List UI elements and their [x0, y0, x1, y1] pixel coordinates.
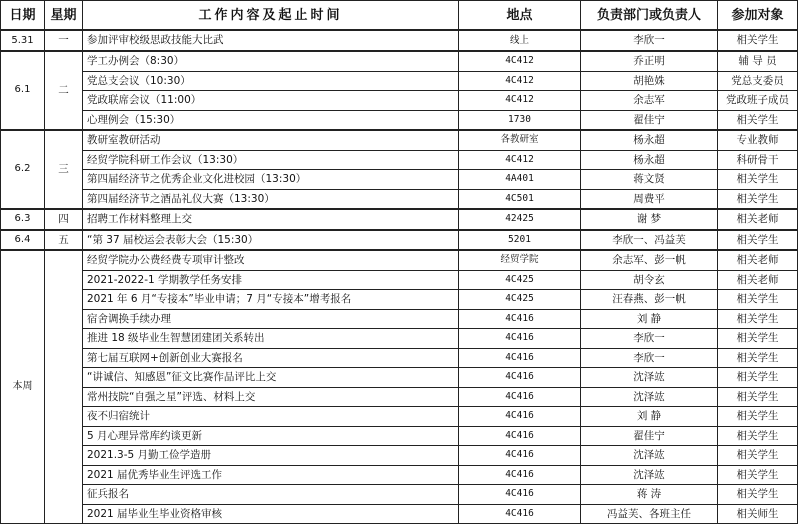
table-row	[1, 329, 798, 349]
table-row	[1, 504, 798, 524]
content-cell: 宿舍调换手续办理	[83, 309, 459, 329]
content-cell: 夜不归宿统计	[83, 407, 459, 427]
location-cell: 4C425	[459, 290, 581, 310]
person-cell: 谢 梦	[581, 209, 718, 230]
date-cell: 5.31	[1, 30, 45, 51]
audience-cell: 相关学生	[718, 485, 798, 505]
location-cell: 4A401	[459, 170, 581, 190]
location-cell: 4C412	[459, 150, 581, 170]
content-cell: 推进 18 级毕业生智慧团建团关系转出	[83, 329, 459, 349]
table-row	[1, 150, 798, 170]
content-cell: 党总支会议（10:30）	[83, 71, 459, 91]
content-cell: 2021 届毕业生毕业资格审核	[83, 504, 459, 524]
location-cell: 4C416	[459, 348, 581, 368]
content-cell: 2021.3-5 月勤工俭学造册	[83, 446, 459, 466]
person-cell: 翟佳宁	[581, 426, 718, 446]
date-cell: 本周	[1, 250, 45, 524]
location-cell: 4C416	[459, 407, 581, 427]
table-row	[1, 348, 798, 368]
header-content: 工作内容及起止时间	[83, 1, 459, 31]
table-row	[1, 30, 798, 51]
person-cell: 沈泽竑	[581, 368, 718, 388]
weekday-cell: 五	[45, 230, 83, 251]
audience-cell: 相关学生	[718, 230, 798, 251]
header-audience: 参加对象	[718, 1, 798, 31]
content-cell: “讲诚信、知感恩”征文比赛作品评比上交	[83, 368, 459, 388]
content-cell: 第四届经济节之优秀企业文化进校园（13:30）	[83, 170, 459, 190]
table-row	[1, 189, 798, 209]
person-cell: 刘 静	[581, 309, 718, 329]
person-cell: 胡令玄	[581, 270, 718, 290]
audience-cell: 党总支委员	[718, 71, 798, 91]
person-cell: 刘 静	[581, 407, 718, 427]
person-cell: 沈泽竑	[581, 465, 718, 485]
content-cell: 教研室教研活动	[83, 130, 459, 150]
table-row	[1, 51, 798, 71]
location-cell: 4C425	[459, 270, 581, 290]
table-row	[1, 309, 798, 329]
audience-cell: 相关学生	[718, 368, 798, 388]
table-row	[1, 387, 798, 407]
audience-cell: 相关老师	[718, 270, 798, 290]
location-cell: 4C416	[459, 465, 581, 485]
audience-cell: 专业教师	[718, 130, 798, 150]
date-cell: 6.2	[1, 130, 45, 209]
audience-cell: 相关学生	[718, 426, 798, 446]
content-cell: 经贸学院科研工作会议（13:30）	[83, 150, 459, 170]
person-cell: 蒋文贤	[581, 170, 718, 190]
person-cell: 李欣一	[581, 30, 718, 51]
weekday-cell: 二	[45, 51, 83, 130]
audience-cell: 相关学生	[718, 387, 798, 407]
content-cell: 常州技院“自强之星”评选、材料上交	[83, 387, 459, 407]
weekday-cell: 一	[45, 30, 83, 51]
schedule-body	[1, 30, 798, 524]
table-row	[1, 368, 798, 388]
audience-cell: 相关老师	[718, 209, 798, 230]
person-cell: 冯益芙、各班主任	[581, 504, 718, 524]
location-cell: 4C412	[459, 51, 581, 71]
person-cell: 翟佳宁	[581, 110, 718, 130]
content-cell: 参加评审校级思政技能大比武	[83, 30, 459, 51]
person-cell: 乔正明	[581, 51, 718, 71]
weekday-cell: 四	[45, 209, 83, 230]
table-row	[1, 290, 798, 310]
table-row	[1, 209, 798, 230]
content-cell: 5 月心理异常库约谈更新	[83, 426, 459, 446]
audience-cell: 相关学生	[718, 348, 798, 368]
header-row	[1, 1, 798, 31]
location-cell: 1730	[459, 110, 581, 130]
person-cell: 蒋 涛	[581, 485, 718, 505]
table-row	[1, 250, 798, 270]
location-cell: 4C416	[459, 309, 581, 329]
audience-cell: 相关学生	[718, 170, 798, 190]
date-cell: 6.4	[1, 230, 45, 251]
audience-cell: 党政班子成员	[718, 91, 798, 111]
location-cell: 经贸学院	[459, 250, 581, 270]
person-cell: 余志军	[581, 91, 718, 111]
content-cell: “第 37 届校运会表彰大会（15:30）	[83, 230, 459, 251]
person-cell: 周费平	[581, 189, 718, 209]
location-cell: 各教研室	[459, 130, 581, 150]
date-cell: 6.1	[1, 51, 45, 130]
content-cell: 招聘工作材料整理上交	[83, 209, 459, 230]
location-cell: 4C416	[459, 426, 581, 446]
table-row	[1, 71, 798, 91]
location-cell: 4C412	[459, 71, 581, 91]
location-cell: 线上	[459, 30, 581, 51]
weekday-cell: 三	[45, 130, 83, 209]
table-row	[1, 446, 798, 466]
header-person: 负责部门或负责人	[581, 1, 718, 31]
person-cell: 汪春燕、彭一帆	[581, 290, 718, 310]
weekday-cell	[45, 250, 83, 524]
date-cell: 6.3	[1, 209, 45, 230]
header-weekday: 星期	[45, 1, 83, 31]
table-row	[1, 407, 798, 427]
audience-cell: 相关学生	[718, 189, 798, 209]
audience-cell: 辅 导 员	[718, 51, 798, 71]
person-cell: 沈泽竑	[581, 446, 718, 466]
location-cell: 42425	[459, 209, 581, 230]
content-cell: 2021 年 6 月“专接本”毕业申请；7 月“专接本”增考报名	[83, 290, 459, 310]
audience-cell: 相关学生	[718, 465, 798, 485]
table-row	[1, 130, 798, 150]
audience-cell: 相关老师	[718, 250, 798, 270]
person-cell: 沈泽竑	[581, 387, 718, 407]
audience-cell: 相关学生	[718, 110, 798, 130]
content-cell: 党政联席会议（11:00）	[83, 91, 459, 111]
person-cell: 李欣一	[581, 348, 718, 368]
audience-cell: 相关学生	[718, 290, 798, 310]
table-row	[1, 110, 798, 130]
audience-cell: 相关学生	[718, 446, 798, 466]
person-cell: 胡艳姝	[581, 71, 718, 91]
location-cell: 4C416	[459, 485, 581, 505]
content-cell: 心理例会（15:30）	[83, 110, 459, 130]
table-row	[1, 230, 798, 251]
content-cell: 2021 届优秀毕业生评选工作	[83, 465, 459, 485]
content-cell: 征兵报名	[83, 485, 459, 505]
audience-cell: 相关学生	[718, 309, 798, 329]
location-cell: 5201	[459, 230, 581, 251]
content-cell: 2021-2022-1 学期教学任务安排	[83, 270, 459, 290]
table-row	[1, 465, 798, 485]
table-row	[1, 170, 798, 190]
audience-cell: 科研骨干	[718, 150, 798, 170]
audience-cell: 相关师生	[718, 504, 798, 524]
location-cell: 4C416	[459, 504, 581, 524]
person-cell: 李欣一	[581, 329, 718, 349]
content-cell: 第四届经济节之酒品礼仪大赛（13:30）	[83, 189, 459, 209]
audience-cell: 相关学生	[718, 407, 798, 427]
audience-cell: 相关学生	[718, 329, 798, 349]
header-date: 日期	[1, 1, 45, 31]
location-cell: 4C501	[459, 189, 581, 209]
audience-cell: 相关学生	[718, 30, 798, 51]
content-cell: 第七届互联网+创新创业大赛报名	[83, 348, 459, 368]
table-row	[1, 270, 798, 290]
header-location: 地点	[459, 1, 581, 31]
table-row	[1, 91, 798, 111]
location-cell: 4C416	[459, 329, 581, 349]
location-cell: 4C416	[459, 368, 581, 388]
table-row	[1, 426, 798, 446]
location-cell: 4C416	[459, 387, 581, 407]
person-cell: 余志军、彭一帆	[581, 250, 718, 270]
person-cell: 杨永超	[581, 130, 718, 150]
person-cell: 李欣一、冯益芙	[581, 230, 718, 251]
content-cell: 经贸学院办公费经费专项审计整改	[83, 250, 459, 270]
person-cell: 杨永超	[581, 150, 718, 170]
location-cell: 4C416	[459, 446, 581, 466]
table-row	[1, 485, 798, 505]
content-cell: 学工办例会（8:30）	[83, 51, 459, 71]
location-cell: 4C412	[459, 91, 581, 111]
